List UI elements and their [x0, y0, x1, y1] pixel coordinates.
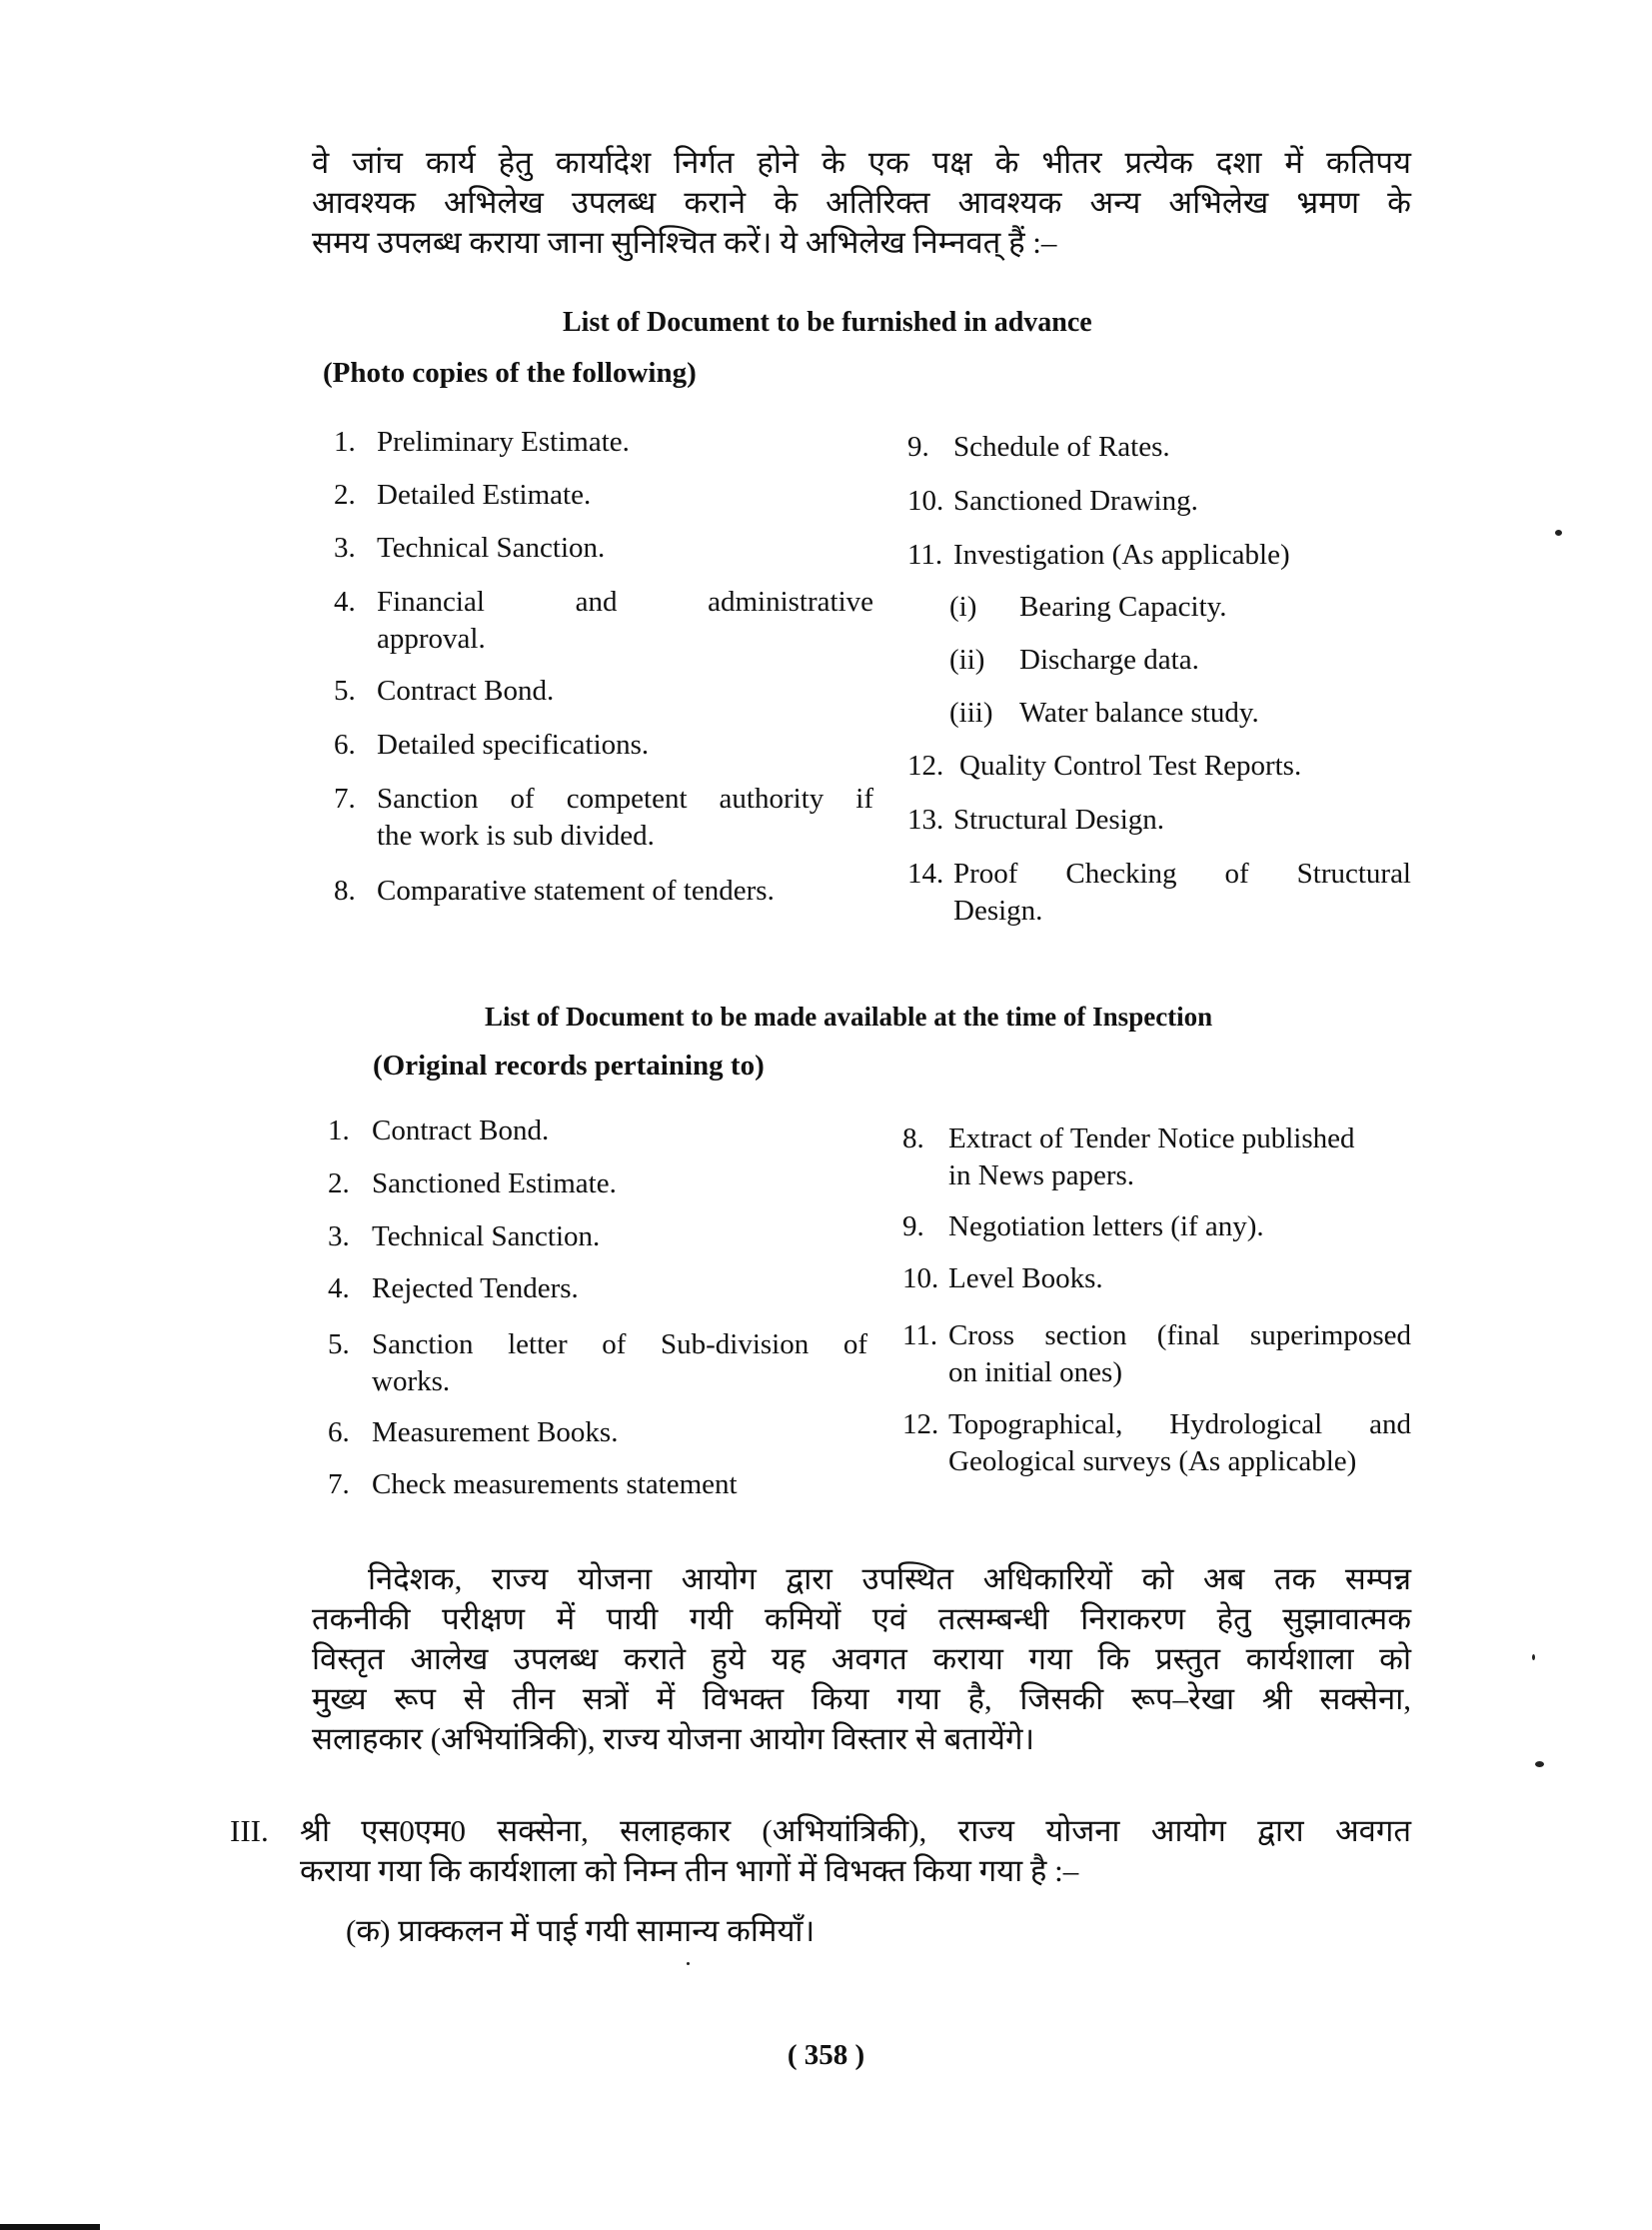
list-item-number: 1.: [334, 426, 356, 458]
list-item-text: Topographical, Hydrological and: [948, 1408, 1411, 1440]
list-item-number: 8.: [902, 1122, 924, 1154]
list-item-text: Proof Checking of Structural: [953, 858, 1411, 890]
advance-list-heading: List of Document to be furnished in advance: [563, 307, 1092, 338]
list-item-number: 7.: [328, 1468, 350, 1500]
list-item-text: Detailed Estimate.: [377, 479, 592, 511]
list-item-text: Schedule of Rates.: [953, 431, 1170, 463]
list-item-text: Contract Bond.: [377, 675, 555, 707]
list-item-text: Preliminary Estimate.: [377, 426, 630, 458]
list-item-number: 4.: [334, 586, 356, 618]
list-item-text: Geological surveys (As applicable): [948, 1445, 1357, 1477]
list-item-text: Technical Sanction.: [377, 532, 606, 564]
subitem-text: Discharge data.: [1019, 644, 1199, 676]
section-numeral: III.: [230, 1813, 269, 1848]
list-item-text: Cross section (final superimposed: [948, 1319, 1411, 1351]
list-item-number: 2.: [334, 479, 356, 511]
subitem-number: (iii): [949, 697, 993, 729]
list-item-text: Structural Design.: [953, 804, 1165, 836]
list-item-number: 11.: [902, 1319, 938, 1351]
list-item-number: 2.: [328, 1167, 350, 1199]
list-item-text: Sanction letter of Sub-division of: [372, 1328, 867, 1360]
list-item-text: works.: [372, 1365, 451, 1397]
list-item-number: 9.: [902, 1210, 924, 1242]
list-item-text: Measurement Books.: [372, 1416, 619, 1448]
subitem-number: (i): [949, 591, 977, 623]
list-item-text: Quality Control Test Reports.: [959, 750, 1302, 782]
list-item-number: 12.: [902, 1408, 939, 1440]
list-item-text: in News papers.: [948, 1159, 1135, 1191]
list-item-number: 14.: [907, 858, 944, 890]
list-item-text: Sanctioned Drawing.: [953, 485, 1198, 517]
list-item-text: Technical Sanction.: [372, 1220, 601, 1252]
section-three-line: श्री एस0एम0 सक्सेना, सलाहकार (अभियांत्रिकी), राज्य योजना आयोग द्वारा अवगत: [300, 1813, 1411, 1848]
list-item-text: on initial ones): [948, 1356, 1122, 1388]
list-item-number: 10.: [902, 1262, 939, 1294]
section-three-line: कराया गया कि कार्यशाला को निम्न तीन भागों में विभक्त किया गया है :–: [300, 1853, 1079, 1888]
intro-line: समय उपलब्ध कराया जाना सुनिश्चित करें। ये अभिलेख निम्नवत् हैं :–: [312, 225, 1057, 260]
section-three-subpoint: [346, 1911, 1345, 1951]
list-item-text: Contract Bond.: [372, 1115, 550, 1146]
director-paragraph: [312, 1559, 1411, 1759]
scan-speck: [1532, 1654, 1535, 1660]
list-item-number: 10.: [907, 485, 944, 517]
subitem-text: Bearing Capacity.: [1019, 591, 1227, 623]
director-line: मुख्य रूप से तीन सत्रों में विभक्त किया गया है, जिसकी रूप–रेखा श्री सक्सेना,: [312, 1681, 1411, 1716]
list-item-text: Sanctioned Estimate.: [372, 1167, 617, 1199]
list-item-number: 7.: [334, 783, 356, 815]
subitem-number: (ii): [949, 644, 985, 676]
list-item-text: Investigation (As applicable): [953, 539, 1290, 571]
list-item-text: Design.: [953, 895, 1043, 927]
director-line: सलाहकार (अभियांत्रिकी), राज्य योजना आयोग विस्तार से बतायेंगे।: [312, 1721, 1035, 1756]
list-item-text: Financial and administrative: [377, 586, 873, 618]
list-item-number: 6.: [334, 729, 356, 761]
list-item-number: 3.: [328, 1220, 350, 1252]
director-line: तकनीकी परीक्षण में पायी गयी कमियों एवं तत्सम्बन्धी निराकरण हेतु सुझावात्मक: [312, 1601, 1411, 1636]
inspection-list-subheading: (Original records pertaining to): [373, 1050, 765, 1082]
list-item-text: Rejected Tenders.: [372, 1272, 579, 1304]
intro-line: वे जांच कार्य हेतु कार्यादेश निर्गत होने के एक पक्ष के भीतर प्रत्येक दशा में कतिपय: [312, 145, 1411, 180]
page-number: ( 358 ): [787, 2039, 865, 2071]
list-item-number: 6.: [328, 1416, 350, 1448]
list-item-text: Detailed specifications.: [377, 729, 650, 761]
list-item-text: Extract of Tender Notice published: [948, 1122, 1355, 1154]
list-item-number: 1.: [328, 1115, 350, 1146]
section-three-paragraph: [300, 1811, 1411, 1891]
scan-speck: [1555, 530, 1562, 536]
list-item-number: 11.: [907, 539, 943, 571]
list-item-text: the work is sub divided.: [377, 820, 655, 852]
list-item-number: 9.: [907, 431, 929, 463]
list-item-text: Comparative statement of tenders.: [377, 875, 775, 907]
list-item-number: 8.: [334, 875, 356, 907]
scan-speck: [687, 1962, 690, 1965]
subitem-text: Water balance study.: [1019, 697, 1259, 729]
list-item-number: 5.: [334, 675, 356, 707]
advance-list-subheading: (Photo copies of the following): [323, 357, 697, 389]
list-item-number: 12.: [907, 750, 944, 782]
subpoint-line: (क) प्राक्कलन में पाई गयी सामान्य कमियाँ।: [346, 1913, 816, 1948]
list-item-number: 4.: [328, 1272, 350, 1304]
list-item-text: Sanction of competent authority if: [377, 783, 873, 815]
list-item-number: 3.: [334, 532, 356, 564]
list-item-text: approval.: [377, 623, 486, 655]
inspection-list-heading: List of Document to be made available at the time of Inspection: [485, 1002, 1213, 1032]
director-line: निदेशक, राज्य योजना आयोग द्वारा उपस्थित अधिकारियों को अब तक सम्पन्न: [368, 1561, 1411, 1596]
list-item-text: Negotiation letters (if any).: [948, 1210, 1264, 1242]
list-item-text: Level Books.: [948, 1262, 1103, 1294]
scan-edge-mark: [0, 2224, 100, 2230]
intro-paragraph: [312, 143, 1411, 263]
list-item-text: Check measurements statement: [372, 1468, 738, 1500]
list-item-number: 5.: [328, 1328, 350, 1360]
scan-speck: [1535, 1761, 1544, 1767]
director-line: विस्तृत आलेख उपलब्ध कराते हुये यह अवगत कराया गया कि प्रस्तुत कार्यशाला को: [312, 1641, 1411, 1676]
list-item-number: 13.: [907, 804, 944, 836]
intro-line: आवश्यक अभिलेख उपलब्ध कराने के अतिरिक्त आवश्यक अन्य अभिलेख भ्रमण के: [312, 185, 1411, 220]
